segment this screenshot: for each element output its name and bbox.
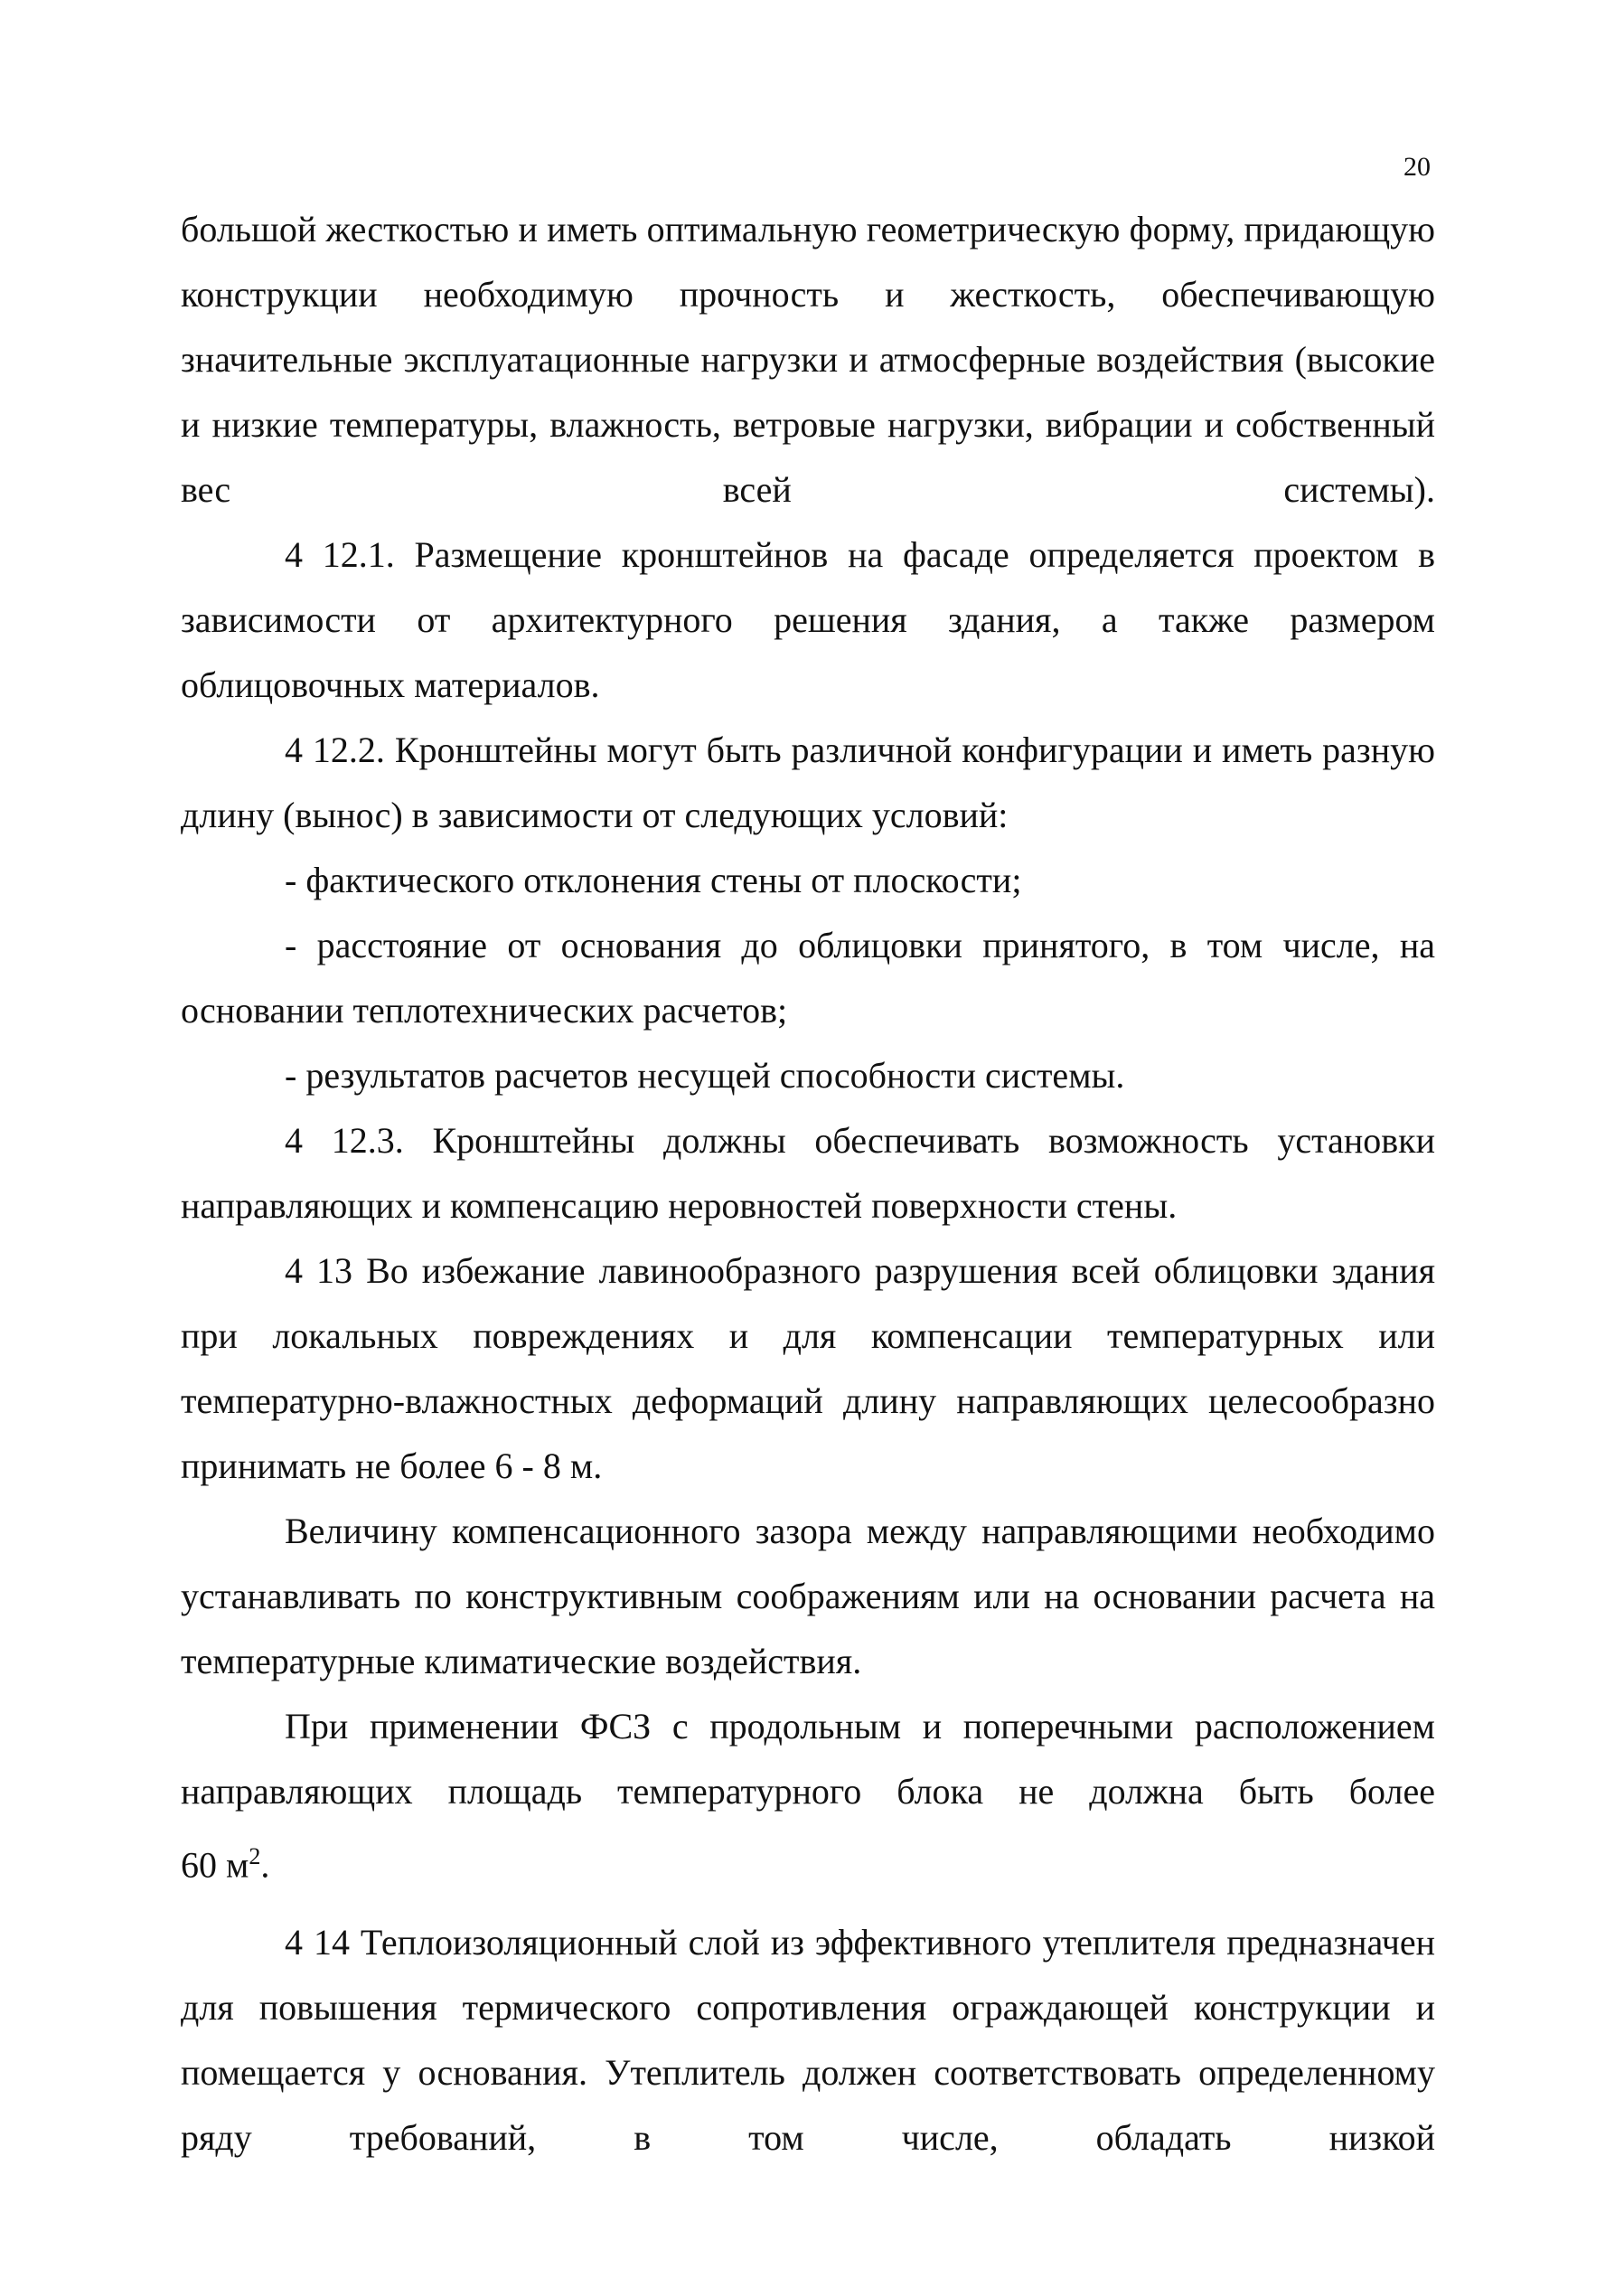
paragraph-4-12-2: 4 12.2. Кронштейны могут быть различной конфигурации и иметь разную длину (вынос) в зависимости от следующих условий: bbox=[181, 730, 1435, 835]
list-item-deviation: - фактического отклонения стены от плоскости; bbox=[285, 860, 1022, 900]
paragraph-4-12-1: 4 12.1. Размещение кронштейнов на фасаде определяется проектом в зависимости от архитектурного решения здания, а также размером облицовочных материалов. bbox=[181, 534, 1435, 705]
list-item-distance: - расстояние от основания до облицовки принятого, в том числе, на основании теплотехнических расчетов; bbox=[181, 925, 1435, 1031]
paragraph-compensation-gap: Величину компенсационного зазора между направляющими необходимо устанавливать по конструктивным соображениям или на основании расчета на температурные климатические воздействия. bbox=[181, 1511, 1435, 1681]
list-item-results: - результатов расчетов несущей способности системы. bbox=[285, 1055, 1125, 1096]
paragraph-continuation: большой жесткостью и иметь оптимальную геометрическую форму, придающую конструкции необходимую прочность и жесткость, обеспечивающую значительные эксплуатационные нагрузки и атмосферные воздействия (высокие и низкие температуры, влажность, ветровые нагрузки, вибрации и собственный вес всей системы). bbox=[181, 209, 1435, 510]
area-exponent: 2 bbox=[249, 1843, 261, 1869]
paragraph-temperature-block-text: При применении ФСЗ с продольным и поперечными расположением направляющих площадь температурного блока не должна быть более bbox=[181, 1706, 1435, 1812]
paragraph-4-12-3: 4 12.3. Кронштейны должны обеспечивать возможность установки направляющих и компенсацию неровностей поверхности стены. bbox=[181, 1120, 1435, 1226]
document-body bbox=[181, 197, 1435, 2170]
page-number: 20 bbox=[1403, 152, 1431, 182]
paragraph-4-13: 4 13 Во избежание лавинообразного разрушения всей облицовки здания при локальных повреждениях и для компенсации температурных или температурно-влажностных деформаций длину направляющих целесообразно принимать не более 6 - 8 м. bbox=[181, 1250, 1435, 1486]
paragraph-temperature-block-tail bbox=[181, 1824, 1435, 1897]
area-period: . bbox=[260, 1844, 270, 1886]
area-value: 60 м bbox=[181, 1844, 249, 1886]
paragraph-temperature-block bbox=[181, 1694, 1435, 1824]
paragraph-4-14: 4 14 Теплоизоляционный слой из эффективного утеплителя предназначен для повышения термического сопротивления ограждающей конструкции и помещается у основания. Утеплитель должен соответствовать определенному ряду требований, в том числе, обладать низкой bbox=[181, 1922, 1435, 2159]
